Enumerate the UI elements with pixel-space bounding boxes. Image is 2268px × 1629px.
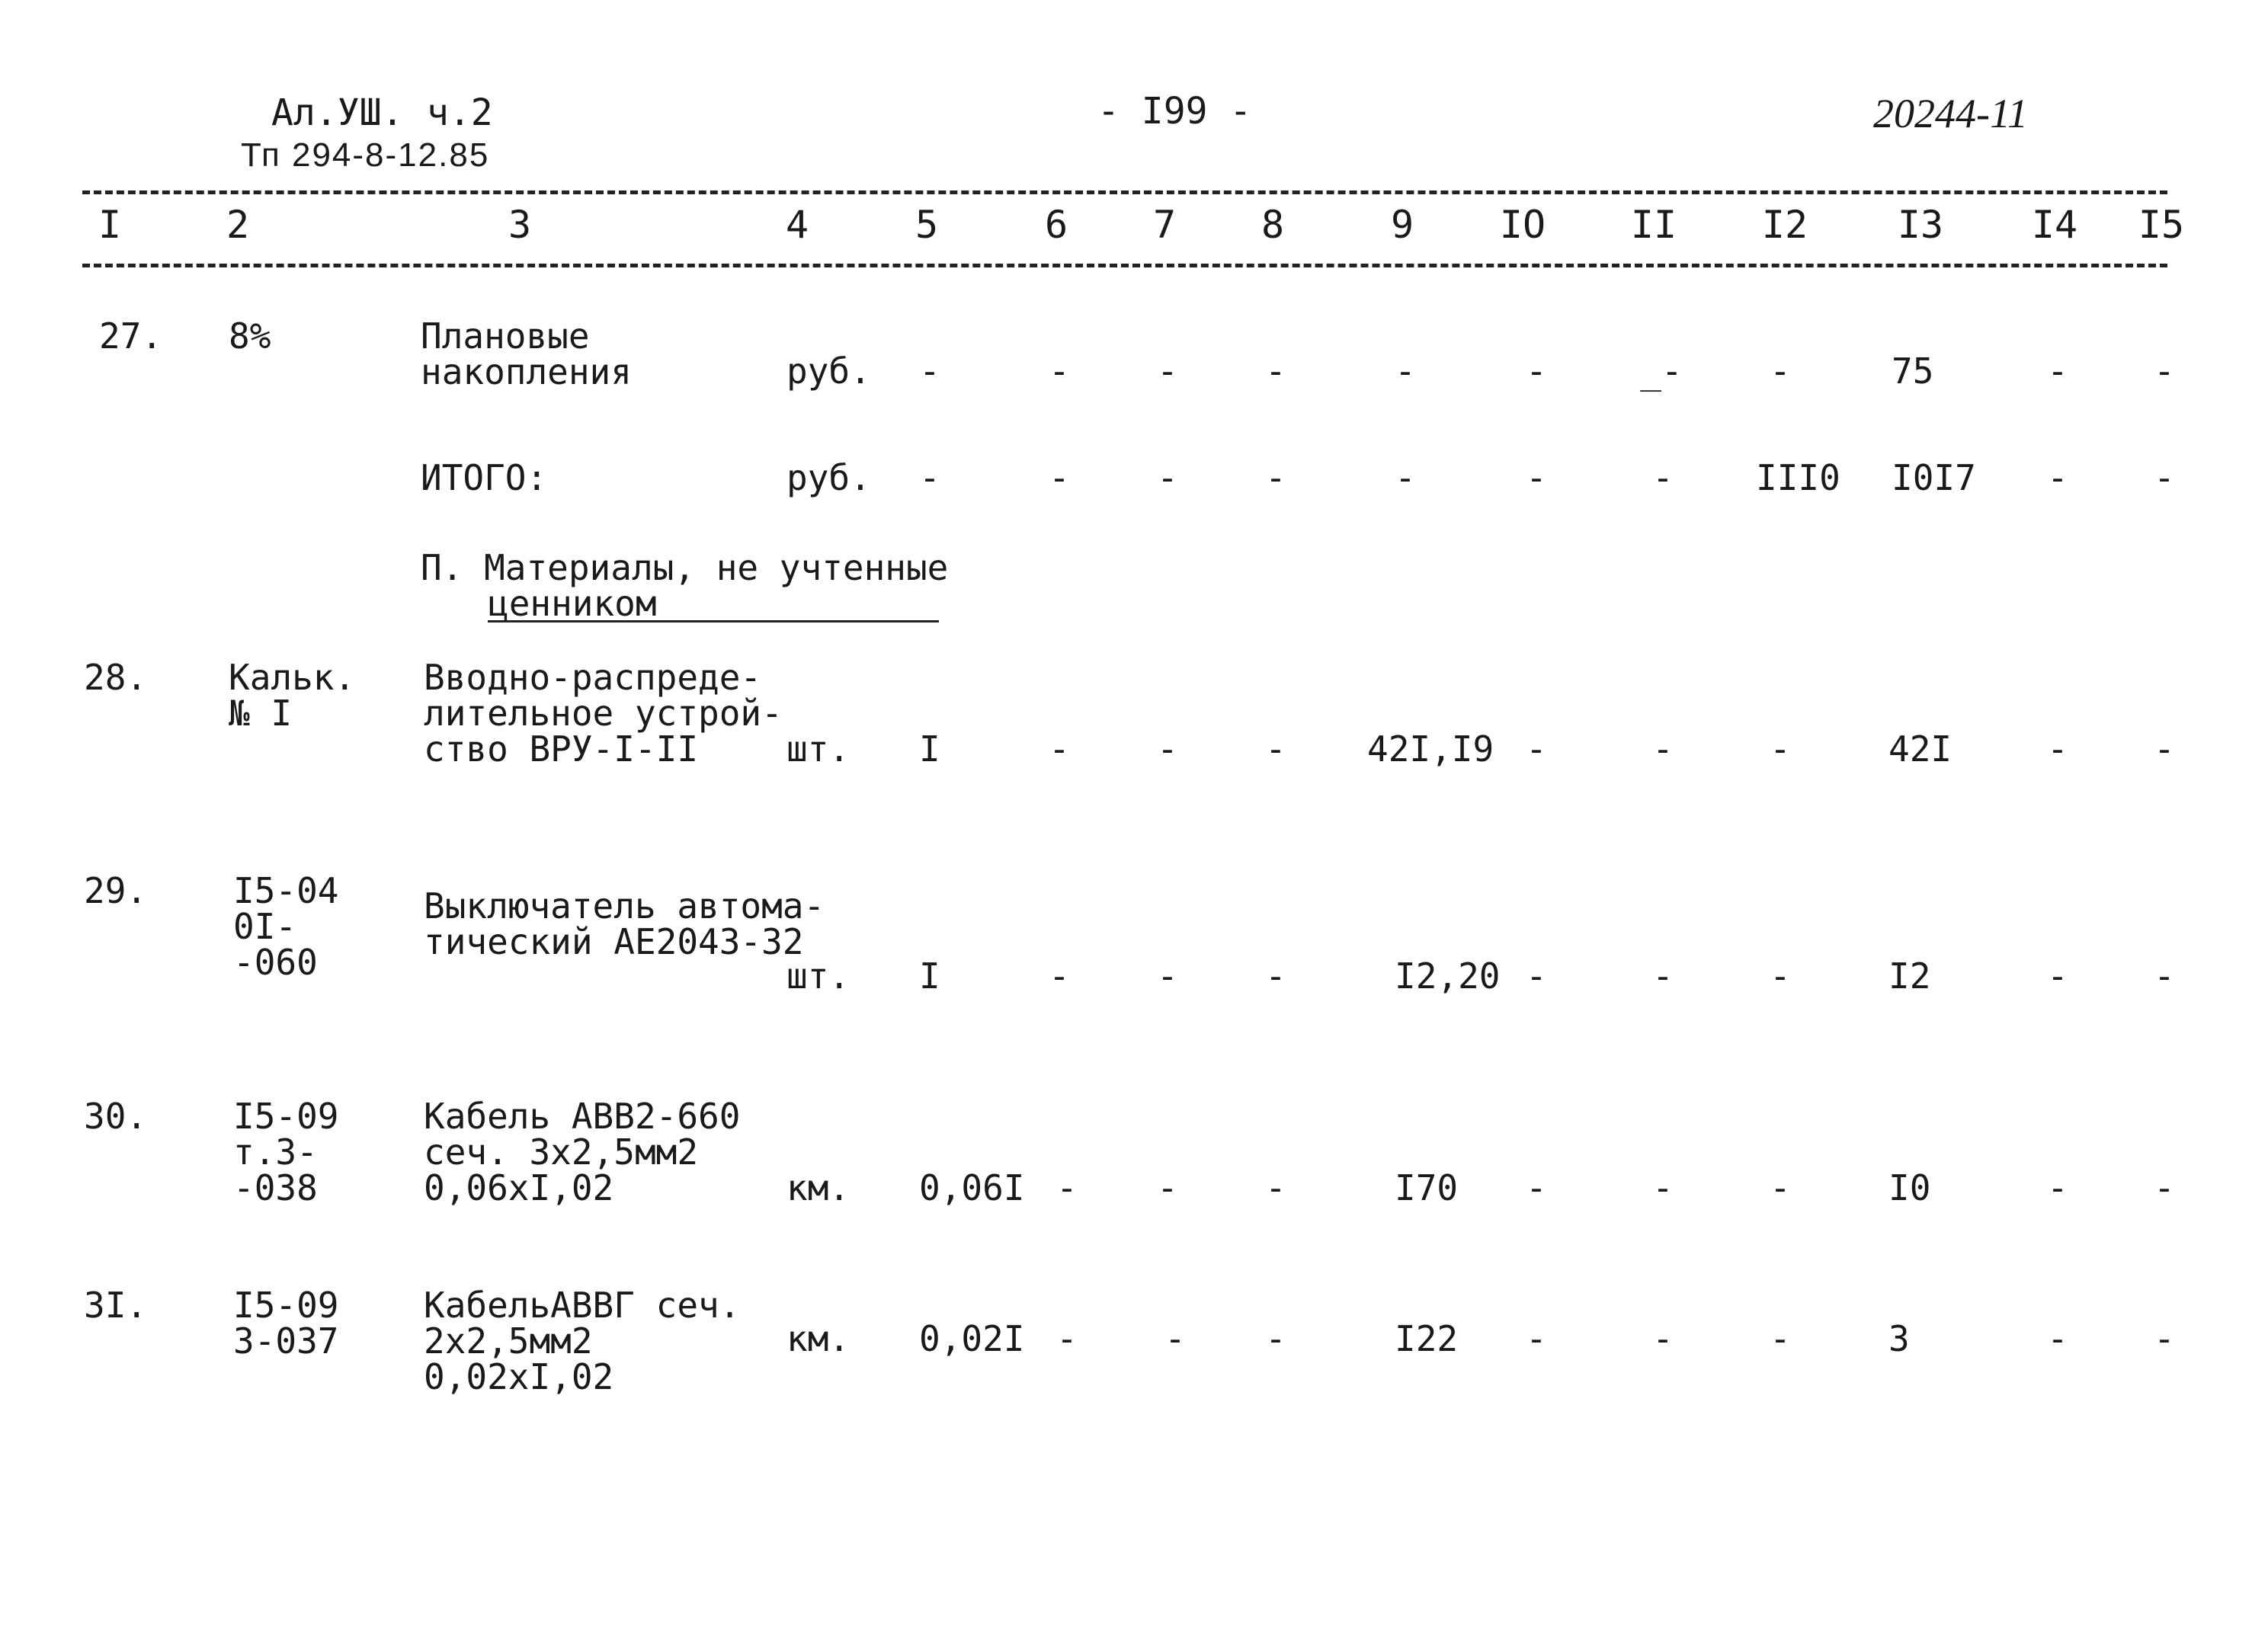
- row-unit: шт.: [786, 728, 850, 770]
- cell-col5: -: [919, 350, 940, 392]
- cell-col9: I70: [1395, 1167, 1459, 1208]
- row-unit: руб.: [786, 457, 871, 498]
- section-title-underline: [488, 620, 939, 622]
- cell-col7: -: [1164, 1318, 1186, 1359]
- column-number: 9: [1390, 203, 1414, 247]
- cell-col5: 0,02I: [919, 1318, 1025, 1359]
- row-description: Вводно-распреде- лительное устрой- ство ВРУ-I-II: [424, 657, 783, 770]
- cell-col6: -: [1049, 350, 1070, 392]
- column-number: 4: [785, 203, 809, 247]
- cell-col12: -: [1770, 1167, 1791, 1208]
- cell-col12: III0: [1756, 457, 1840, 498]
- row-unit: км.: [786, 1318, 850, 1359]
- cell-col8: -: [1265, 1167, 1286, 1208]
- row-number: 28.: [84, 657, 148, 698]
- cell-col12: -: [1770, 955, 1791, 997]
- cell-col14: -: [2047, 1318, 2068, 1359]
- cell-col15: -: [2154, 728, 2175, 770]
- column-number: I3: [1897, 203, 1944, 247]
- section-title: П. Материалы, не учтенные ценником: [421, 547, 949, 624]
- cell-col11: -: [1652, 955, 1674, 997]
- cell-col9: -: [1395, 350, 1416, 392]
- cell-col14: -: [2047, 457, 2068, 498]
- cell-col11: -: [1652, 457, 1674, 498]
- cell-col14: -: [2047, 955, 2068, 997]
- cell-col8: -: [1265, 1318, 1286, 1359]
- cell-col5: I: [919, 955, 940, 997]
- cell-col8: -: [1265, 955, 1286, 997]
- cell-col13: I0I7: [1892, 457, 1976, 498]
- cell-col8: -: [1265, 728, 1286, 770]
- cell-col6: -: [1056, 1318, 1078, 1359]
- cell-col14: -: [2047, 350, 2068, 392]
- cell-col15: -: [2154, 350, 2175, 392]
- cell-col14: -: [2047, 1167, 2068, 1208]
- column-number: I: [98, 203, 122, 247]
- cell-col10: -: [1526, 1167, 1547, 1208]
- cell-col13: 75: [1892, 350, 1934, 392]
- row-description: КабельАВВГ сеч. 2х2,5мм2 0,02хI,02: [424, 1285, 741, 1397]
- cell-col9: -: [1395, 457, 1416, 498]
- cell-col10: -: [1526, 457, 1547, 498]
- row-code: I5-09 3-037: [233, 1285, 339, 1362]
- cell-col6: -: [1056, 1167, 1078, 1208]
- cell-col12: -: [1770, 1318, 1791, 1359]
- row-code: 8%: [229, 315, 271, 357]
- cell-col6: -: [1049, 457, 1070, 498]
- cell-col5: 0,06I: [919, 1167, 1025, 1208]
- document-number: 20244-11: [1873, 91, 2028, 136]
- cell-col10: -: [1526, 955, 1547, 997]
- column-number: I5: [2138, 203, 2185, 247]
- column-number: 6: [1044, 203, 1068, 247]
- column-number: II: [1630, 203, 1677, 247]
- column-number: 5: [915, 203, 939, 247]
- cell-col8: -: [1265, 457, 1286, 498]
- cell-col14: -: [2047, 728, 2068, 770]
- cell-col11: -: [1652, 1167, 1674, 1208]
- cell-col7: -: [1157, 728, 1178, 770]
- row-unit: шт.: [786, 955, 850, 997]
- row-code: I5-04 0I- -060: [233, 870, 339, 983]
- header-rule: [82, 264, 2167, 267]
- cell-col7: -: [1157, 457, 1178, 498]
- cell-col15: -: [2154, 1167, 2175, 1208]
- row-description: ИТОГО:: [421, 457, 548, 498]
- row-code: I5-09 т.3- -038: [233, 1096, 339, 1208]
- row-unit: км.: [786, 1167, 850, 1208]
- cell-col6: -: [1049, 728, 1070, 770]
- page-number: - I99 -: [1097, 90, 1252, 133]
- cell-col9: 42I,I9: [1367, 728, 1494, 770]
- column-number: IO: [1499, 203, 1546, 247]
- row-unit: руб.: [786, 350, 871, 392]
- column-number: 8: [1261, 203, 1285, 247]
- cell-col9: I2,20: [1395, 955, 1501, 997]
- cell-col5: I: [919, 728, 940, 770]
- top-rule: [82, 190, 2167, 194]
- cell-col15: -: [2154, 457, 2175, 498]
- column-number: 3: [508, 203, 532, 247]
- row-number: 27.: [99, 315, 163, 357]
- cell-col11: -: [1652, 1318, 1674, 1359]
- cell-col7: -: [1157, 1167, 1178, 1208]
- cell-col11: _-: [1640, 350, 1683, 392]
- cell-col15: -: [2154, 955, 2175, 997]
- series-label: Ал.УШ.: [271, 91, 404, 134]
- column-number: I2: [1761, 203, 1808, 247]
- column-number: 2: [226, 203, 250, 247]
- part-label: ч.2: [427, 91, 493, 134]
- row-code: Кальк. № I: [229, 657, 356, 734]
- cell-col10: -: [1526, 1318, 1547, 1359]
- cell-col13: I2: [1888, 955, 1931, 997]
- cell-col7: -: [1157, 955, 1178, 997]
- cell-col10: -: [1526, 350, 1547, 392]
- cell-col12: -: [1770, 728, 1791, 770]
- row-number: 30.: [84, 1096, 148, 1137]
- row-number: 3I.: [84, 1285, 148, 1326]
- column-number: I4: [2031, 203, 2078, 247]
- cell-col6: -: [1049, 955, 1070, 997]
- cell-col15: -: [2154, 1318, 2175, 1359]
- cell-col11: -: [1652, 728, 1674, 770]
- cell-col10: -: [1526, 728, 1547, 770]
- cell-col5: -: [919, 457, 940, 498]
- row-description: Кабель АВВ2-660 сеч. 3х2,5мм2 0,06хI,02: [424, 1096, 741, 1208]
- column-number: 7: [1152, 203, 1177, 247]
- row-description: Выключатель автома- тический АЕ2043-32: [424, 885, 825, 962]
- project-label: Тп 294-8-12.85: [241, 136, 490, 174]
- cell-col7: -: [1157, 350, 1178, 392]
- cell-col13: 42I: [1888, 728, 1952, 770]
- cell-col13: 3: [1888, 1318, 1910, 1359]
- cell-col8: -: [1265, 350, 1286, 392]
- cell-col12: -: [1770, 350, 1791, 392]
- row-description: Плановые накопления: [421, 315, 632, 392]
- cell-col9: I22: [1395, 1318, 1459, 1359]
- row-number: 29.: [84, 870, 148, 911]
- cell-col13: I0: [1888, 1167, 1931, 1208]
